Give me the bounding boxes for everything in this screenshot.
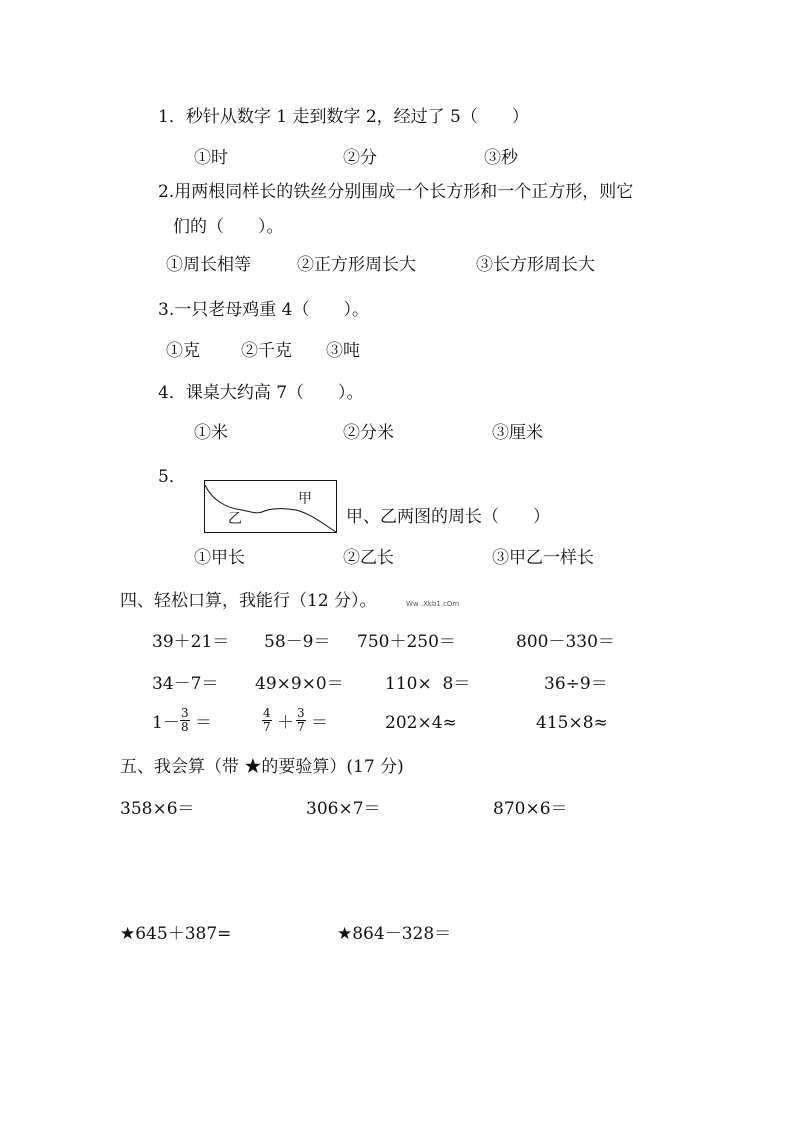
section4-title: 四、轻松口算，我能行（12 分）。 [120, 591, 377, 611]
q2-option-2: ②正方形周长大 [297, 255, 416, 275]
calc5-r1-1: 358×6＝ [120, 799, 195, 819]
q2-option-1: ①周长相等 [166, 255, 251, 275]
q5-figure-rectangle [205, 481, 337, 533]
calc-r1-4: 800－330＝ [516, 632, 615, 652]
calc-r3-2-fraction-1 [262, 707, 272, 734]
fraction-numerator: 3 [181, 706, 189, 720]
calc5-r1-2: 306×7＝ [306, 799, 381, 819]
fraction-denominator: 8 [181, 720, 189, 734]
calc-r2-2: 49×9×0＝ [255, 674, 344, 694]
calc-r3-4: 415×8≈ [536, 713, 608, 733]
calc-r2-1: 34－7＝ [152, 674, 219, 694]
q1-stem: 1．秒针从数字 1 走到数字 2，经过了 5（ ） [158, 107, 529, 127]
calc-r3-2-operator: ＋ [277, 713, 294, 733]
q3-option-2: ②千克 [241, 341, 292, 361]
fraction-numerator: 4 [263, 706, 271, 720]
q3-option-3: ③吨 [326, 341, 360, 361]
calc5-r2-2: ★864－328＝ [337, 924, 452, 944]
q5-label-jia: 甲 [298, 491, 312, 507]
calc-r2-4: 36÷9＝ [544, 674, 608, 694]
q3-option-1: ①克 [166, 341, 200, 361]
q5-option-3: ③甲乙一样长 [492, 548, 594, 568]
q5-figure [204, 480, 338, 534]
calc-r1-2: 58－9＝ [264, 632, 331, 652]
fraction-denominator: 7 [297, 720, 305, 734]
calc-r1-1: 39＋21＝ [152, 632, 230, 652]
section5-title: 五、我会算（带 ★的要验算）(17 分) [120, 757, 404, 777]
calc5-r1-3: 870×6＝ [493, 799, 568, 819]
calc-r3-3: 202×4≈ [385, 713, 457, 733]
fraction-numerator: 3 [297, 706, 305, 720]
calc-r3-2-fraction-2 [296, 707, 306, 734]
fraction-denominator: 7 [263, 720, 271, 734]
calc-r3-1-suffix: ＝ [195, 713, 212, 733]
q1-option-1: ①时 [194, 148, 228, 168]
q2-stem-line1: 2.用两根同样长的铁丝分别围成一个长方形和一个正方形，则它 [158, 182, 634, 202]
calc-r3-1-fraction [180, 707, 190, 734]
calc-r1-3: 750＋250＝ [357, 632, 456, 652]
watermark: Ww .Xkb1.cOm [406, 600, 460, 608]
q4-option-1: ①米 [194, 423, 228, 443]
q1-option-2: ②分 [343, 148, 377, 168]
q5-option-1: ①甲长 [194, 548, 245, 568]
calc-r3-2-suffix: ＝ [311, 713, 328, 733]
q4-option-3: ③厘米 [492, 423, 543, 443]
q5-option-2: ②乙长 [343, 548, 394, 568]
q5-stem: 甲、乙两图的周长（ ） [346, 507, 550, 527]
q5-label-yi: 乙 [228, 511, 242, 527]
calc5-r2-1: ★645＋387= [120, 924, 232, 944]
q2-stem-line2: 们的（ ）。 [173, 217, 284, 237]
calc-r3-1-prefix: 1－ [152, 713, 180, 733]
calc-r2-3: 110× 8＝ [385, 674, 471, 694]
q4-stem: 4．课桌大约高 7（ ）。 [158, 383, 364, 403]
q4-option-2: ②分米 [343, 423, 394, 443]
q3-stem: 3.一只老母鸡重 4（ ）。 [158, 300, 369, 320]
q5-number: 5． [158, 467, 186, 487]
q5-figure-curve [205, 485, 336, 532]
q1-option-3: ③秒 [484, 148, 518, 168]
q2-option-3: ③长方形周长大 [476, 255, 595, 275]
